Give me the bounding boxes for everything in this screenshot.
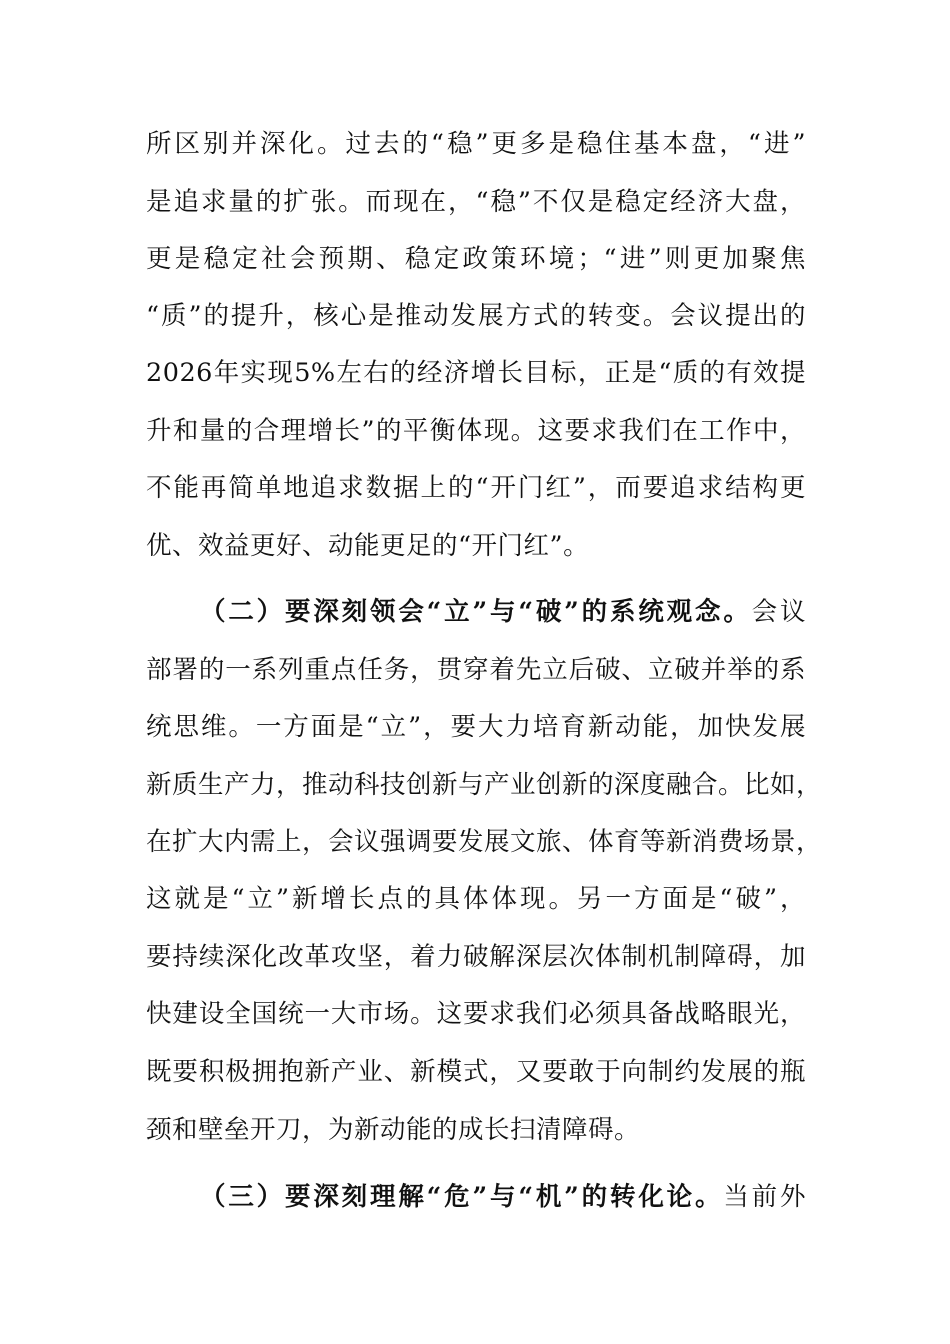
paragraph-line: 2026年实现5%左右的经济增长目标，正是“质的有效提 (146, 358, 806, 388)
paragraph-line: 新质生产力，推动科技创新与产业创新的深度融合。比如， (146, 770, 823, 800)
paragraph-line: 颈和壁垒开刀，为新动能的成长扫清障碍。 (146, 1115, 641, 1145)
paragraph-line: 升和量的合理增长”的平衡体现。这要求我们在工作中， (146, 416, 806, 446)
paragraph-line: 统思维。一方面是“立”，要大力培育新动能，加快发展 (146, 712, 806, 742)
paragraph-line: 要持续深化改革攻坚，着力破解深层次体制机制障碍，加 (146, 942, 806, 972)
paragraph-line: 部署的一系列重点任务，贯穿着先立后破、立破并举的系 (146, 655, 806, 685)
paragraph-line: 优、效益更好、动能更足的“开门红”。 (146, 531, 590, 561)
section-heading: （三）要深刻理解“危”与“机”的转化论。 (200, 1182, 724, 1212)
paragraph-line: 不能再简单地追求数据上的“开门红”，而要追求结构更 (146, 473, 806, 503)
section-lead-text: 当前外 (723, 1182, 806, 1212)
paragraph-line: 快建设全国统一大市场。这要求我们必须具备战略眼光， (146, 999, 806, 1029)
paragraph-line: “质”的提升，核心是推动发展方式的转变。会议提出的 (146, 301, 806, 331)
paragraph-line: 这就是“立”新增长点的具体体现。另一方面是“破”， (146, 884, 806, 914)
section-lead-line (200, 1177, 806, 1217)
section-lead-text: 会议 (751, 597, 806, 627)
section-lead-line (200, 592, 806, 632)
paragraph-line: 是追求量的扩张。而现在，“稳”不仅是稳定经济大盘， (146, 187, 806, 217)
paragraph-line: 既要积极拥抱新产业、新模式，又要敢于向制约发展的瓶 (146, 1057, 806, 1087)
paragraph-line: 在扩大内需上，会议强调要发展文旅、体育等新消费场景， (146, 827, 823, 857)
section-heading: （二）要深刻领会“立”与“破”的系统观念。 (200, 597, 752, 627)
paragraph-line: 更是稳定社会预期、稳定政策环境；“进”则更加聚焦 (146, 244, 806, 274)
paragraph-line: 所区别并深化。过去的“稳”更多是稳住基本盘，“进” (146, 129, 806, 159)
